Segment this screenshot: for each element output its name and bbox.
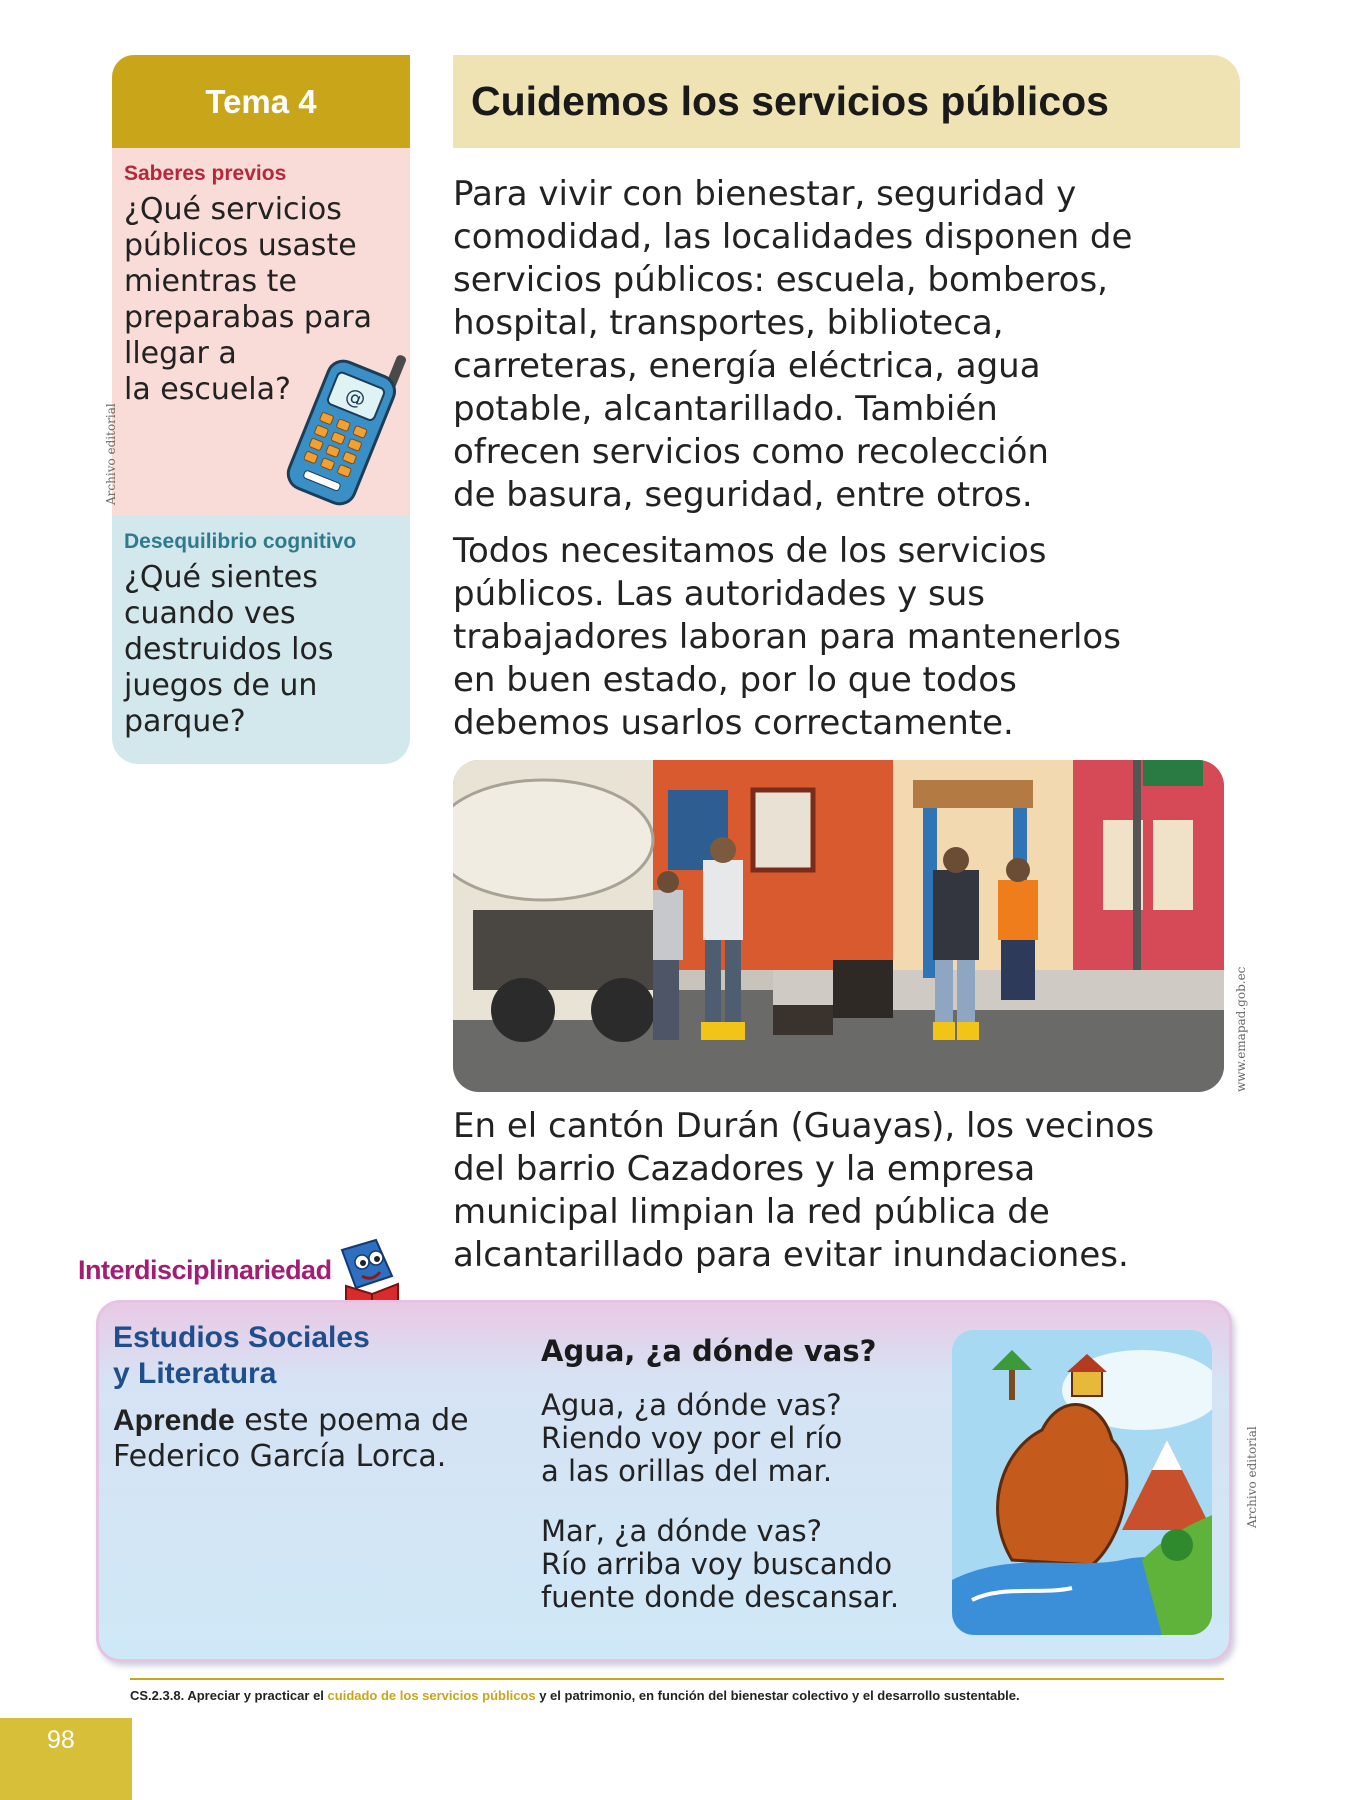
text-line: ofrecen servicios como recolección	[453, 432, 1049, 472]
photo-credit: www.emapad.gob.ec	[1234, 966, 1248, 1092]
question-line: ¿Qué sientes	[124, 560, 318, 595]
question-line: llegar a	[124, 336, 237, 371]
instruction-line	[113, 1403, 469, 1439]
desequilibrio-cognitivo-box	[112, 516, 410, 764]
paragraph-1	[453, 173, 1132, 517]
text-line: potable, alcantarillado. También	[453, 389, 998, 429]
instruction-line: Federico García Lorca.	[113, 1439, 447, 1474]
paragraph-2	[453, 530, 1121, 745]
photo-caption	[453, 1105, 1154, 1277]
text-line: municipal limpian la red pública de	[453, 1192, 1050, 1232]
question-line: la escuela?	[124, 372, 291, 407]
question-line: parque?	[124, 704, 246, 739]
poem-art-credit: Archivo editorial	[1245, 1426, 1259, 1528]
page-title: Cuidemos los servicios públicos	[471, 78, 1109, 124]
question-line: ¿Qué servicios	[124, 192, 342, 227]
svg-text:@: @	[341, 382, 370, 413]
poem-line: fuente donde descansar.	[541, 1580, 900, 1614]
poem-title: Agua, ¿a dónde vas?	[541, 1334, 877, 1368]
text-line: debemos usarlos correctamente.	[453, 703, 1014, 743]
question-line: preparabas para	[124, 300, 373, 335]
tema-label: Tema 4	[112, 55, 410, 148]
river-illustration	[952, 1330, 1212, 1635]
footer-rule	[130, 1678, 1224, 1680]
poem-stanza-2	[541, 1515, 899, 1614]
text-line: del barrio Cazadores y la empresa	[453, 1149, 1036, 1189]
text-line: en buen estado, por lo que todos	[453, 660, 1017, 700]
desequilibrio-question	[124, 560, 333, 740]
desequilibrio-label: Desequilibrio cognitivo	[124, 530, 357, 553]
text-line: Para vivir con bienestar, seguridad y	[453, 174, 1077, 214]
question-line: destruidos los	[124, 632, 334, 667]
question-line: mientras te	[124, 264, 297, 299]
objective-text: Apreciar y practicar el	[184, 1688, 328, 1703]
text-line: públicos. Las autoridades y sus	[453, 574, 986, 614]
page-number: 98	[47, 1726, 75, 1754]
poem-line: Agua, ¿a dónde vas?	[541, 1388, 842, 1422]
objective-text: y el patrimonio, en función del bienestar colectivo y el desarrollo sustentable.	[535, 1688, 1020, 1703]
subject-line: y Literatura	[113, 1357, 277, 1390]
poem-instruction	[113, 1403, 469, 1475]
sidebar-credit: Archivo editorial	[104, 403, 118, 505]
river-art	[952, 1330, 1212, 1635]
poem-line: Río arriba voy buscando	[541, 1547, 893, 1581]
poem-line: Riendo voy por el río	[541, 1421, 843, 1455]
text-line: En el cantón Durán (Guayas), los vecinos	[453, 1106, 1155, 1146]
text-line: alcantarillado para evitar inundaciones.	[453, 1235, 1129, 1275]
saberes-previos-box	[112, 148, 410, 516]
cellphone-illustration	[272, 338, 412, 508]
saberes-previos-label: Saberes previos	[124, 162, 287, 185]
sewer-cleaning-photo	[453, 760, 1224, 1092]
subject-line: Estudios Sociales	[113, 1321, 370, 1354]
interdisciplinariedad-label: Interdisciplinariedad	[78, 1255, 332, 1285]
poem-line: Mar, ¿a dónde vas?	[541, 1514, 822, 1548]
text-line: trabajadores laboran para mantenerlos	[453, 617, 1121, 657]
poem-line: a las orillas del mar.	[541, 1454, 833, 1488]
text-line: hospital, transportes, biblioteca,	[453, 303, 1004, 343]
question-line: juegos de un	[124, 668, 318, 703]
subject-heading	[113, 1320, 370, 1392]
question-line: públicos usaste	[124, 228, 357, 263]
photo-illustration	[453, 760, 1224, 1092]
text-line: Todos necesitamos de los servicios	[453, 531, 1047, 571]
instruction-rest: este poema de	[234, 1403, 469, 1438]
curriculum-objective	[130, 1688, 1020, 1703]
poem-stanza-1	[541, 1389, 842, 1488]
text-line: comodidad, las localidades disponen de	[453, 217, 1133, 257]
objective-code: CS.2.3.8.	[130, 1688, 185, 1703]
text-line: de basura, seguridad, entre otros.	[453, 475, 1033, 515]
instruction-bold: Aprende	[113, 1404, 235, 1437]
text-line: servicios públicos: escuela, bomberos,	[453, 260, 1108, 300]
question-line: cuando ves	[124, 596, 296, 631]
page-number-box	[0, 1718, 132, 1800]
text-line: carreteras, energía eléctrica, agua	[453, 346, 1041, 386]
objective-highlight: cuidado de los servicios públicos	[327, 1688, 536, 1703]
title-bar	[453, 55, 1240, 148]
